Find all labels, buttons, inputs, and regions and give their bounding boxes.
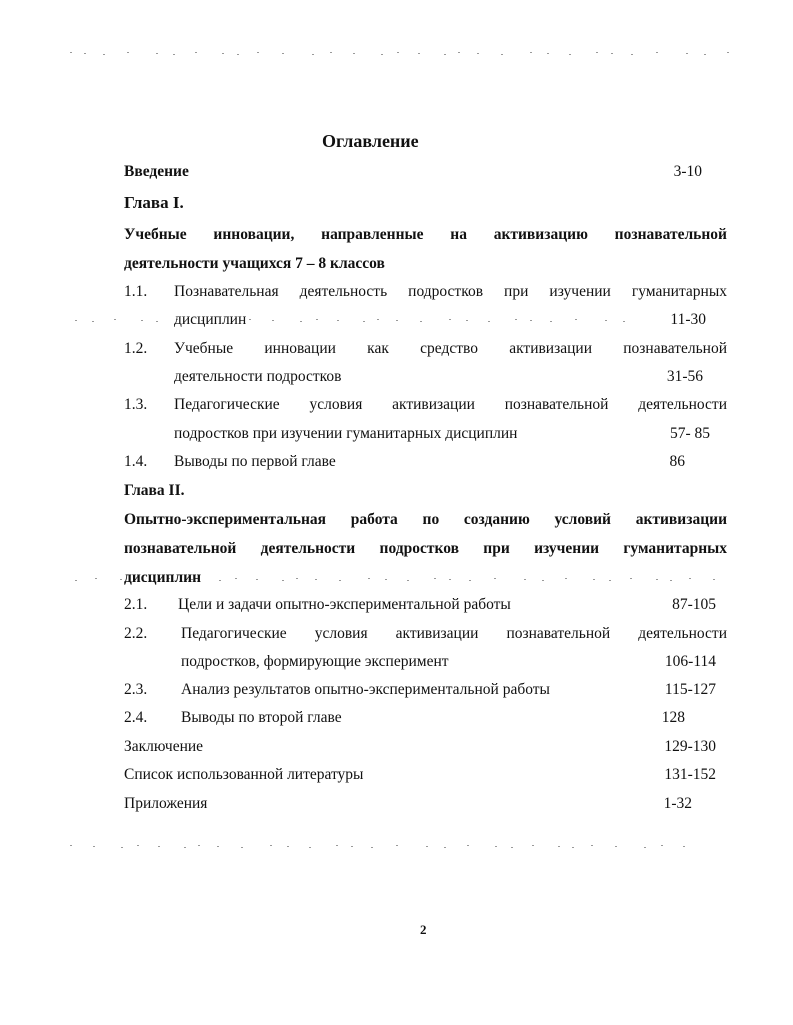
scan-noise-dot <box>237 54 239 55</box>
item-1-3-line1: Педагогические условия активизации познавательной деятельности <box>174 396 727 413</box>
scan-noise-dot <box>444 847 446 848</box>
scan-noise-dot <box>219 580 221 581</box>
item-1-1-number: 1.1. <box>124 283 148 300</box>
toc-title: Оглавление <box>322 131 419 151</box>
scan-noise-dot <box>351 846 353 847</box>
scan-noise-dot <box>656 52 658 53</box>
scan-noise-dot <box>449 319 451 320</box>
scan-noise-dot <box>75 580 77 581</box>
scan-noise-dot <box>449 579 451 580</box>
scan-noise-dot <box>173 54 175 55</box>
page-number: 2 <box>420 922 427 937</box>
scan-noise-dot <box>656 579 658 580</box>
item-2-4-pages: 128 <box>661 709 685 726</box>
scan-noise-dot <box>309 847 311 848</box>
scan-noise-dot <box>396 320 398 321</box>
scan-noise-dot <box>198 845 200 846</box>
conclusion-label: Заключение <box>124 738 204 755</box>
scan-noise-dot <box>241 847 243 848</box>
scan-noise-dot <box>689 578 691 579</box>
scan-noise-dot <box>363 321 365 322</box>
scan-noise-dot <box>330 52 332 53</box>
scan-noise-dot <box>727 52 729 53</box>
scan-noise-dot <box>95 578 97 579</box>
item-1-2-number: 1.2. <box>124 340 148 357</box>
scan-noise-dot <box>93 846 95 847</box>
scan-noise-dot <box>272 320 274 321</box>
scan-noise-dot <box>217 846 219 847</box>
scan-noise-dot <box>127 52 129 53</box>
scan-noise-dot <box>184 847 186 848</box>
scan-noise-dot <box>572 847 574 848</box>
scan-noise-dot <box>530 320 532 321</box>
scan-noise-dot <box>477 53 479 54</box>
scan-noise-dot <box>596 52 598 53</box>
scan-noise-dot <box>558 846 560 847</box>
scan-noise-dot <box>312 54 314 55</box>
scan-noise-dot <box>396 845 398 846</box>
scan-noise-dot <box>257 52 259 53</box>
scan-noise-dot <box>141 320 143 321</box>
scan-noise-dot <box>397 52 399 53</box>
scan-noise-dot <box>336 845 338 846</box>
chapter1-heading: Глава I. <box>124 193 184 212</box>
scan-noise-dot <box>84 53 86 54</box>
scan-noise-dot <box>444 54 446 55</box>
appendices-label: Приложения <box>124 795 208 812</box>
scan-noise-dot <box>704 54 706 55</box>
scan-noise-dot <box>495 846 497 847</box>
scan-noise-dot <box>593 579 595 580</box>
item-2-2-line1: Педагогические условия активизации познавательной деятельности <box>181 625 727 642</box>
scan-noise-dot <box>494 578 496 579</box>
scan-noise-dot <box>466 320 468 321</box>
scan-noise-dot <box>287 846 289 847</box>
scan-noise-dot <box>235 578 237 579</box>
item-1-3-line2: подростков при изучении гуманитарных дисциплин <box>174 425 518 442</box>
scan-noise-dot <box>713 579 715 580</box>
scan-noise-dot <box>282 53 284 54</box>
scan-noise-dot <box>371 847 373 848</box>
item-1-1-line1: Познавательная деятельность подростков при изучении гуманитарных <box>174 283 727 300</box>
scan-noise-dot <box>249 319 251 320</box>
scan-noise-dot <box>686 53 688 54</box>
chapter2-heading: Глава II. <box>124 482 185 499</box>
chapter2-title-line3: дисциплин <box>124 569 202 586</box>
chapter1-title-line2: деятельности учащихся 7 – 8 классов <box>124 255 385 272</box>
scan-noise-dot <box>282 580 284 581</box>
scan-noise-dot <box>296 578 298 579</box>
scan-noise-dot <box>156 53 158 54</box>
scan-noise-dot <box>158 846 160 847</box>
scan-noise-dot <box>300 321 302 322</box>
scan-noise-dot <box>377 319 379 320</box>
scan-noise-dot <box>501 54 503 55</box>
scan-noise-dot <box>565 578 567 579</box>
scan-noise-dot <box>488 321 490 322</box>
scan-noise-dot <box>103 54 105 55</box>
scan-noise-dot <box>75 320 77 321</box>
item-1-3-number: 1.3. <box>124 396 148 413</box>
scan-noise-dot <box>467 845 469 846</box>
intro-label: Введение <box>124 163 189 180</box>
scan-noise-dot <box>256 579 258 580</box>
scan-noise-dot <box>337 320 339 321</box>
item-1-1-pages: 11-30 <box>670 311 706 328</box>
scan-noise-dot <box>515 319 517 320</box>
scan-noise-dot <box>569 54 571 55</box>
item-2-2-line2: подростков, формирующие эксперимент <box>181 653 449 670</box>
scan-noise-dot <box>615 846 617 847</box>
item-1-3-pages: 57- 85 <box>669 425 710 442</box>
scan-noise-dot <box>70 52 72 53</box>
scan-noise-dot <box>120 579 122 580</box>
scan-noise-dot <box>511 847 513 848</box>
intro-pages: 3-10 <box>673 163 702 180</box>
item-1-2-line2: деятельности подростков <box>174 368 342 385</box>
scan-noise-dot <box>532 845 534 846</box>
scan-noise-dot <box>670 580 672 581</box>
chapter2-title-line1: Опытно-экспериментальная работа по созданию условий активизации <box>124 511 727 528</box>
scan-noise-dot <box>385 579 387 580</box>
scan-noise-dot <box>575 319 577 320</box>
references-pages: 131-152 <box>664 766 716 783</box>
item-1-2-line1: Учебные инновации как средство активизации познавательной <box>174 340 727 357</box>
scan-noise-dot <box>339 580 341 581</box>
scan-noise-dot <box>644 847 646 848</box>
scan-noise-dot <box>368 578 370 579</box>
scan-noise-dot <box>605 320 607 321</box>
scan-noise-dot <box>222 53 224 54</box>
scan-noise-dot <box>609 580 611 581</box>
scan-noise-dot <box>611 53 613 54</box>
scan-noise-dot <box>121 847 123 848</box>
scan-noise-dot <box>270 845 272 846</box>
item-2-3-number: 2.3. <box>124 681 148 698</box>
scan-noise-dot <box>542 580 544 581</box>
scan-noise-dot <box>407 580 409 581</box>
scan-noise-row-2 <box>75 319 635 321</box>
scan-noise-dot <box>550 321 552 322</box>
item-1-1-line2: дисциплин <box>174 311 247 328</box>
scan-noise-bottom <box>70 845 710 847</box>
item-1-4-pages: 86 <box>669 453 685 470</box>
scan-noise-dot <box>114 319 116 320</box>
scan-noise-dot <box>353 53 355 54</box>
scan-noise-dot <box>547 53 549 54</box>
item-1-2-pages: 31-56 <box>666 368 703 385</box>
appendices-pages: 1-32 <box>663 795 692 812</box>
scan-noise-dot <box>137 845 139 846</box>
scan-noise-dot <box>631 54 633 55</box>
conclusion-pages: 129-130 <box>664 738 716 755</box>
item-1-4-number: 1.4. <box>124 453 148 470</box>
item-2-4-line1: Выводы по второй главе <box>181 709 342 726</box>
scan-noise-dot <box>426 846 428 847</box>
item-2-1-line1: Цели и задачи опытно-экспериментальной работы <box>178 596 511 613</box>
scan-noise-dot <box>623 321 625 322</box>
item-2-1-pages: 87-105 <box>672 596 716 613</box>
scan-noise-dot <box>195 52 197 53</box>
references-label: Список использованной литературы <box>124 766 364 783</box>
item-2-3-line1: Анализ результатов опытно-экспериментальной работы <box>181 681 550 698</box>
scan-noise-dot <box>418 53 420 54</box>
item-1-4-line1: Выводы по первой главе <box>174 453 336 470</box>
item-2-2-number: 2.2. <box>124 625 148 642</box>
chapter1-title-line1: Учебные инновации, направленные на активизацию познавательной <box>124 226 727 243</box>
item-2-1-number: 2.1. <box>124 596 148 613</box>
item-2-2-pages: 106-114 <box>664 653 716 670</box>
scan-noise-dot <box>315 579 317 580</box>
scan-noise-dot <box>661 845 663 846</box>
scan-noise-dot <box>591 845 593 846</box>
scan-noise-dot <box>316 319 318 320</box>
scan-noise-dot <box>70 845 72 846</box>
scan-noise-dot <box>469 580 471 581</box>
scan-noise-dot <box>156 321 158 322</box>
scan-noise-dot <box>683 846 685 847</box>
scan-noise-dot <box>381 54 383 55</box>
scan-noise-top <box>70 52 730 54</box>
item-2-4-number: 2.4. <box>124 709 148 726</box>
scan-noise-dot <box>92 321 94 322</box>
scan-noise-dot <box>434 578 436 579</box>
scan-noise-dot <box>524 579 526 580</box>
chapter2-title-line2: познавательной деятельности подростков при изучении гуманитарных <box>124 540 727 557</box>
scan-noise-dot <box>630 578 632 579</box>
scan-noise-dot <box>458 52 460 53</box>
scan-noise-dot <box>420 321 422 322</box>
item-2-3-pages: 115-127 <box>664 681 716 698</box>
scan-noise-dot <box>530 52 532 53</box>
